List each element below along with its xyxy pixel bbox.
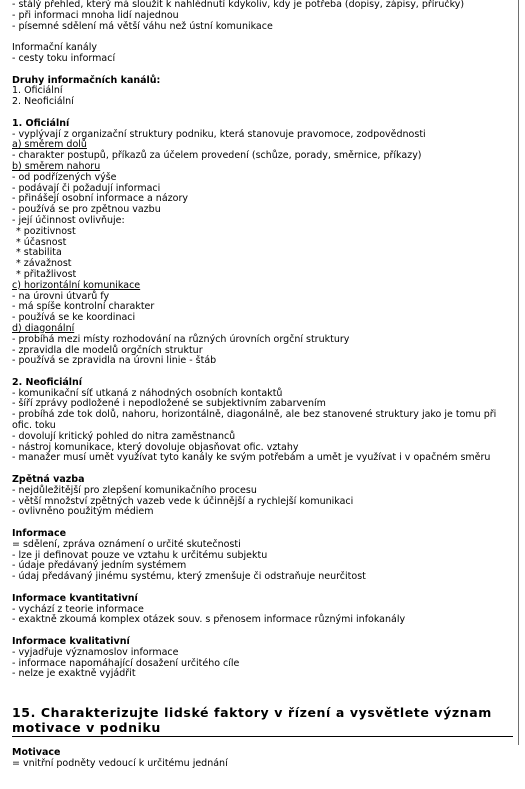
list-item: 1. Oficiální [12,85,63,97]
list-item: - exaktně zkoumá komplex otázek souv. s přenosem informace různými infokanály [12,614,406,626]
section-title: Informační kanály [12,42,97,54]
section-kvantitativni [12,594,513,626]
subsection-title: b) směrem nahoru [12,160,101,172]
list-item: - cesty toku informací [12,52,116,64]
section-kanaly [12,43,513,65]
subsection-title: d) diagonální [12,322,75,334]
list-item: 2. Neoficiální [12,96,74,108]
list-item: * přitažlivost [16,268,77,280]
section-kvalitativni [12,637,513,680]
list-item: = vnitřní podněty vedoucí k určitému jednání [12,757,228,769]
list-item: * pozitivnost [16,225,76,237]
list-item: - zpravidla dle modelů orgčních struktur [12,344,203,356]
list-item: - ovlivněno použitým médiem [12,506,154,518]
section-oficialni [12,119,513,367]
list-item: - charakter postupů, příkazů za účelem provedení (schůze, porady, směrnice, příkazy) [12,150,422,162]
list-item: - má spíše kontrolní charakter [12,301,155,313]
list-item: - nelze je exaktně vyjádřit [12,668,136,680]
page-border [518,0,519,745]
list-item: - přinášejí osobní informace a názory [12,193,188,205]
list-item: - dovolují kritický pohled do nitra zaměstnanců [12,430,236,442]
list-item: - probíhá zde tok dolů, nahoru, horizontálně, diagonálně, ale bez stanovené struktury jako je tomu při ofic. toku [12,409,497,432]
section-heading: Druhy informačních kanálů: [12,74,161,86]
section-neoficialni [12,378,513,464]
list-item: - podávají či požadují informaci [12,182,161,194]
list-item: - stálý přehled, který má sloužit k nahlédnutí kdykoliv, kdy je potřeba (dopisy, zápisy, příručky) [12,0,465,10]
list-item: * závažnost [16,258,72,270]
section-informace [12,529,513,583]
list-item: * stabilita [16,247,62,259]
subsection-title: a) směrem dolů [12,139,87,151]
list-item: - vyjadřuje významoslov informace [12,646,179,658]
list-item: - komunikační síť utkaná z náhodných osobních kontaktů [12,387,283,399]
section-heading: 2. Neoficiální [12,376,83,388]
list-item: - údaje předávaný jedním systémem [12,560,187,572]
top-list [12,0,513,32]
list-item: - manažer musí umět využívat tyto kanály ke svým potřebám a umět je využívat i v opačném směru [12,452,491,464]
list-item: - nástroj komunikace, který dovoluje objasňovat ofic. vztahy [12,441,299,453]
section-heading: Motivace [12,747,61,758]
section-heading: Informace kvantitativní [12,592,138,604]
section-heading: Informace kvalitativní [12,636,130,648]
list-item: - vychází z teorie informace [12,603,144,615]
list-item: - lze ji definovat pouze ve vztahu k určitému subjektu [12,549,268,561]
list-item: - šíří zprávy podložené i nepodložené se subjektivním zabarvením [12,398,326,410]
subsection-title: c) horizontální komunikace [12,279,141,291]
section-heading: Zpětná vazba [12,474,85,486]
list-item: = sdělení, zpráva oznámení o určité skutečnosti [12,538,241,550]
section-heading: 1. Oficiální [12,117,70,129]
list-item: - na úrovni útvarů fy [12,290,110,302]
list-item: - nejdůležitější pro zlepšení komunikačního procesu [12,484,257,496]
list-item: * účasnost [16,236,67,248]
section-zpetna-vazba [12,475,513,518]
list-item: - údaj předávaný jinému systému, který zmenšuje či odstraňuje neurčitost [12,571,366,583]
list-item: - používá se pro zpětnou vazbu [12,204,161,216]
section-druhy [12,76,513,108]
list-item: - při informaci mnoha lidí najednou [12,9,179,21]
list-item: - větší množství zpětných vazeb vede k účinnější a rychlejší komunikaci [12,495,354,507]
list-item: - používá se ke koordinaci [12,312,136,324]
list-item: - informace napomáhající dosažení určitého cíle [12,657,240,669]
question-heading: 15. Charakterizujte lidské faktory v řízení a vysvětlete význam motivace v podniku [12,706,513,737]
list-item: - probíhá mezi místy rozhodování na různých úrovních orgční struktury [12,333,350,345]
list-item: - písemné sdělení má větší váhu než ústní komunikace [12,20,273,32]
list-item: - od podřízených výše [12,171,117,183]
list-item: - vyplývají z organizační struktury podniku, která stanovuje pravomoce, zodpovědnosti [12,128,426,140]
list-item: - používá se zpravidla na úrovni linie - štáb [12,355,217,367]
list-item: - její účinnost ovlivňuje: [12,214,125,226]
section-heading: Informace [12,528,67,540]
section-motivace [12,748,513,770]
